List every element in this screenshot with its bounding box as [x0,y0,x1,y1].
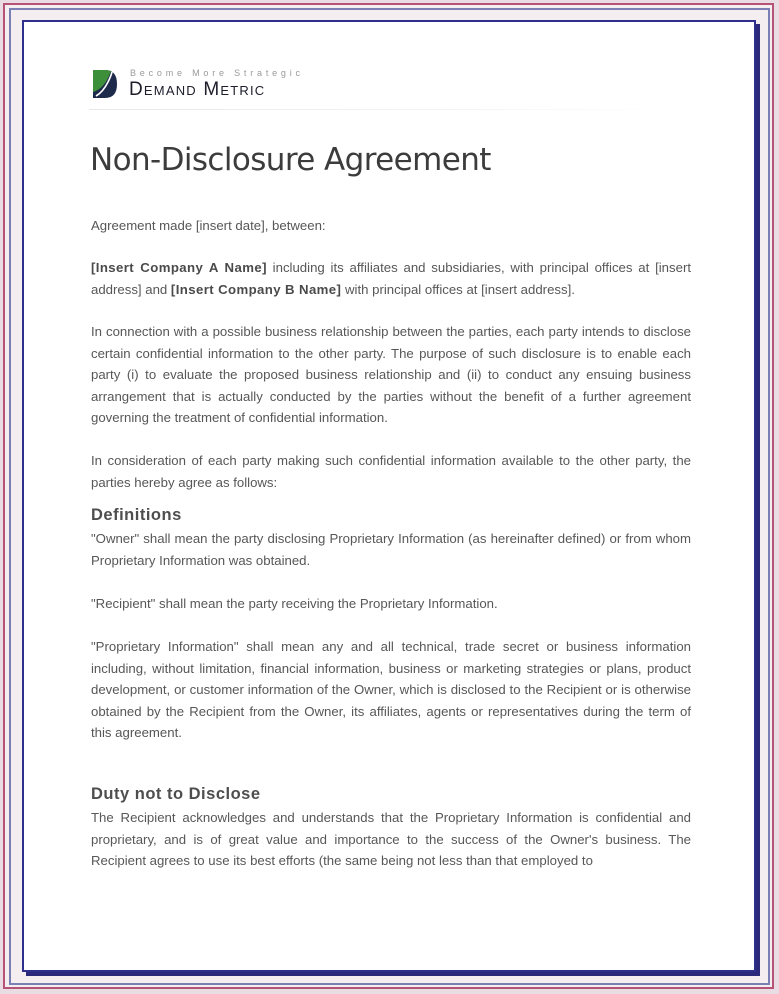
header-divider [89,109,671,110]
document-title: Non-Disclosure Agreement [90,142,491,178]
company-a-name: [Insert Company A Name] [91,260,267,275]
parties-text-b: with principal offices at [insert address]. [341,281,575,297]
parties-paragraph [91,257,691,300]
duty-heading: Duty not to Disclose [91,785,261,803]
document-page [22,20,756,972]
consideration-paragraph: In consideration of each party making such confidential information available to the other party, the parties hereby agree as follows: [91,453,691,490]
definitions-heading: Definitions [91,506,182,524]
parties-text-a: including its affiliates and subsidiaries, with principal offices at [insert address] and [91,260,691,297]
duty-paragraph: The Recipient acknowledges and understands that the Proprietary Information is confidential and proprietary, and is of great value and importance to the success of the Owner's business. The Recipient agrees to use its best efforts (the same being not less than that employed to [91,810,691,868]
demand-metric-logo-icon [91,68,119,100]
company-b-name: [Insert Company B Name] [170,281,342,297]
logo-name: Demand Metric [129,79,266,100]
owner-definition: "Owner" shall mean the party disclosing Proprietary Information (as hereinafter defined) or from whom Proprietary Information was obtained. [91,531,691,568]
logo-tagline: Become More Strategic [130,68,304,78]
proprietary-definition: "Proprietary Information" shall mean any and all technical, trade secret or business information including, without limitation, financial information, business or marketing strategies or plans, product development, or customer information of the Owner, which is disclosed to the Recipient or is otherwise obtained by the Recipient from the Owner, its affiliates, agents or representatives during the term of this agreement. [91,639,691,740]
purpose-paragraph: In connection with a possible business relationship between the parties, each party intends to disclose certain confidential information to the other party. The purpose of such disclosure is to enable each party (i) to evaluate the proposed business relationship and (ii) to conduct any ensuing business arrangement that is actually conducted by the parties without the benefit of a further agreement governing the treatment of confidential information. [91,324,691,425]
recipient-definition: "Recipient" shall mean the party receiving the Proprietary Information. [91,596,498,611]
intro-paragraph: Agreement made [insert date], between: [91,218,326,233]
logo [91,68,391,108]
